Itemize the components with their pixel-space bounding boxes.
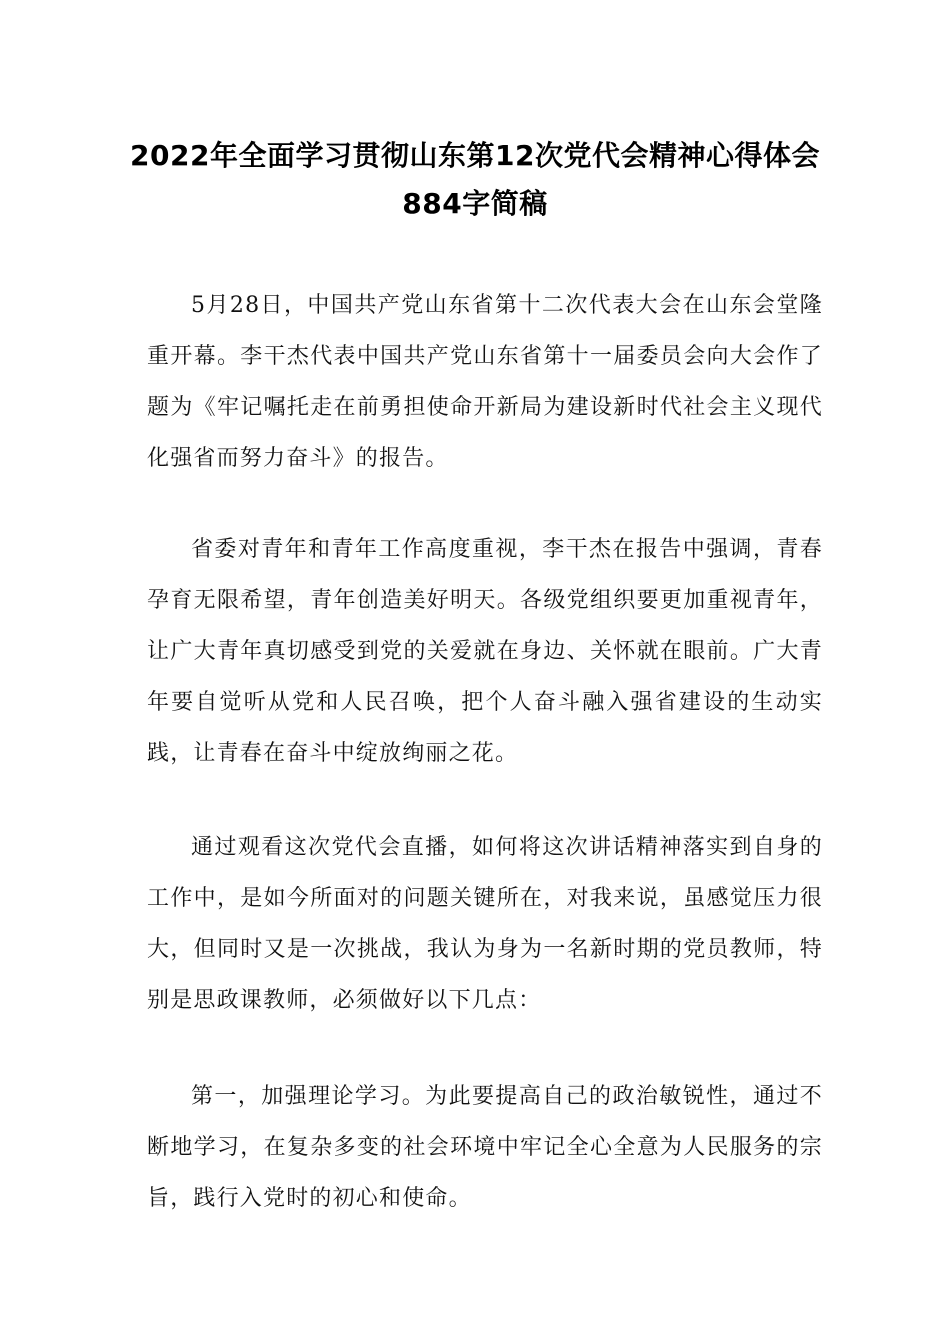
paragraph-4: 第一，加强理论学习。为此要提高自己的政治敏锐性，通过不断地学习，在复杂多变的社会环境中牢记全心全意为人民服务的宗旨，践行入党时的初心和使命。	[147, 1084, 823, 1211]
document-title: 2022年全面学习贯彻山东第12次党代会精神心得体会884字简稿	[130, 139, 820, 220]
paragraph-2: 省委对青年和青年工作高度重视，李干杰在报告中强调，青春孕育无限希望，青年创造美好明天。各级党组织要更加重视青年，让广大青年真切感受到党的关爱就在身边、关怀就在眼前。广大青年要自觉听从党和人民召唤，把个人奋斗融入强省建设的生动实践，让青春在奋斗中绽放绚丽之花。	[147, 537, 823, 766]
paragraph-3: 通过观看这次党代会直播，如何将这次讲话精神落实到自身的工作中，是如今所面对的问题关键所在，对我来说，虽感觉压力很大，但同时又是一次挑战，我认为身为一名新时期的党员教师，特别是思政课教师，必须做好以下几点：	[147, 835, 823, 1013]
paragraph-1: 5月28日，中国共产党山东省第十二次代表大会在山东会堂隆重开幕。李干杰代表中国共产党山东省第十一届委员会向大会作了题为《牢记嘱托走在前勇担使命开新局为建设新时代社会主义现代化强省而努力奋斗》的报告。	[147, 293, 823, 471]
